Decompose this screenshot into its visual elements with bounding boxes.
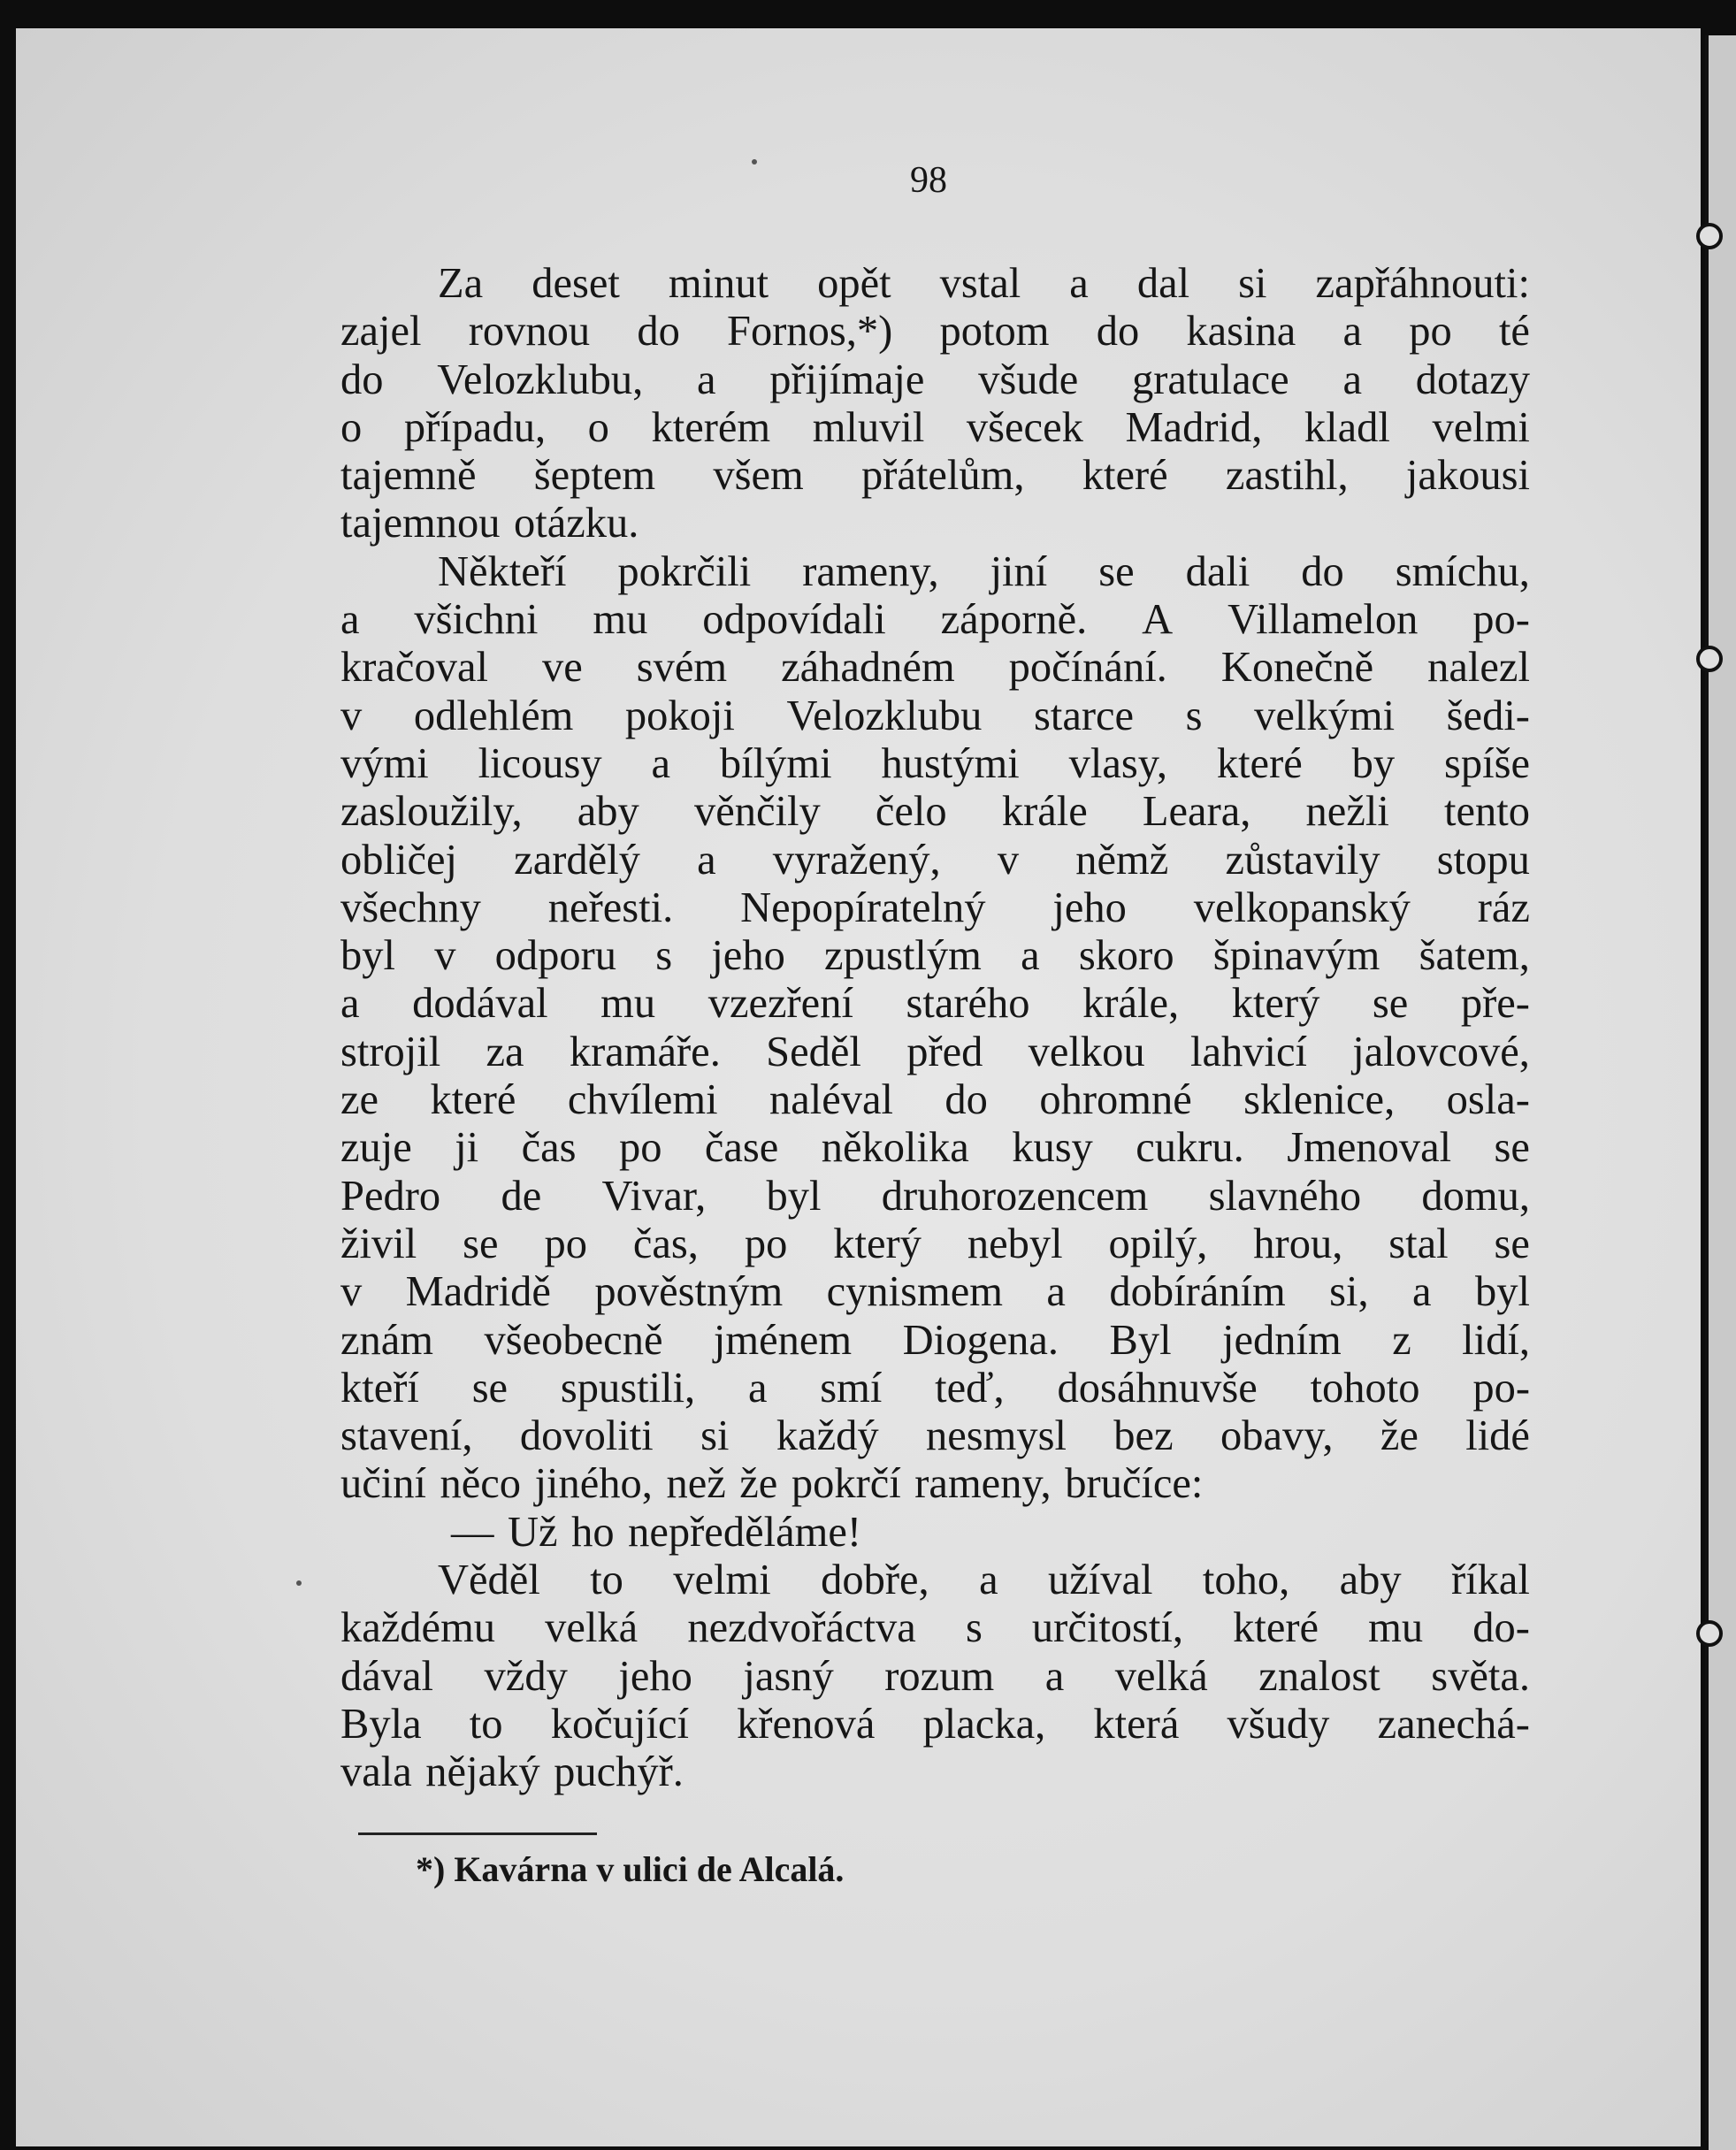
binding-edge-line bbox=[1705, 35, 1709, 2140]
word: jedním bbox=[1222, 1316, 1342, 1364]
word: po bbox=[618, 1124, 662, 1172]
word: jiného, bbox=[534, 1460, 653, 1508]
word: Byl bbox=[1109, 1316, 1172, 1364]
word: zajel bbox=[340, 308, 422, 356]
word: jalovcové, bbox=[1352, 1028, 1530, 1075]
word: Nepopíratelný bbox=[740, 884, 986, 931]
word: a bbox=[651, 739, 671, 787]
text-line bbox=[340, 1173, 1530, 1220]
binding-mark bbox=[1696, 646, 1723, 672]
word: Vivar, bbox=[601, 1172, 707, 1220]
word: a bbox=[697, 836, 716, 884]
word: pověstným bbox=[594, 1268, 784, 1316]
word: Už bbox=[508, 1508, 558, 1556]
word: dodával bbox=[412, 980, 548, 1028]
word: neřesti. bbox=[547, 884, 674, 931]
word: Velozklubu bbox=[786, 692, 983, 739]
word: a bbox=[697, 356, 716, 403]
word: Věděl bbox=[438, 1557, 540, 1604]
word: a bbox=[340, 596, 360, 644]
word: všudy bbox=[1227, 1700, 1330, 1748]
text-line bbox=[340, 548, 1530, 596]
word: bílými bbox=[719, 739, 832, 787]
word: osla- bbox=[1446, 1076, 1530, 1124]
word: slavného bbox=[1208, 1172, 1362, 1220]
word: bez bbox=[1113, 1412, 1174, 1460]
word: rameny, bbox=[802, 547, 939, 595]
word: Leara, bbox=[1142, 788, 1251, 836]
word: rovnou bbox=[468, 308, 591, 356]
word: sklenice, bbox=[1243, 1076, 1396, 1124]
text-line bbox=[340, 980, 1530, 1028]
word: mu bbox=[600, 980, 656, 1028]
word: dosáhnuvše bbox=[1057, 1364, 1258, 1412]
word: tajemně bbox=[340, 452, 477, 500]
word: zasloužily, bbox=[340, 788, 523, 836]
word: se bbox=[463, 1220, 499, 1267]
word: které bbox=[1233, 1604, 1319, 1652]
word: rameny, bbox=[914, 1460, 1052, 1508]
word: zuje bbox=[340, 1124, 412, 1172]
word: jasný bbox=[743, 1652, 834, 1700]
word: velká bbox=[1114, 1652, 1208, 1700]
word: něco bbox=[440, 1460, 522, 1508]
word: všechny bbox=[340, 884, 481, 931]
word: a bbox=[1044, 1652, 1065, 1700]
word: vala bbox=[340, 1748, 412, 1796]
word: velmi bbox=[1432, 403, 1530, 451]
word: — bbox=[451, 1508, 494, 1556]
word: šedi- bbox=[1446, 692, 1530, 739]
word: užíval bbox=[1047, 1557, 1153, 1604]
word: a bbox=[1021, 932, 1040, 980]
word: jeho bbox=[618, 1652, 692, 1700]
word: po- bbox=[1472, 1364, 1530, 1412]
word: smíchu, bbox=[1395, 547, 1530, 595]
word: a bbox=[1342, 356, 1362, 403]
word: Byla bbox=[340, 1700, 422, 1748]
word: jakousi bbox=[1405, 452, 1530, 500]
word: deset bbox=[532, 260, 620, 307]
word: všude bbox=[978, 356, 1079, 403]
word: obavy, bbox=[1220, 1412, 1334, 1460]
word: bručíce: bbox=[1065, 1460, 1204, 1508]
text-line bbox=[340, 1268, 1530, 1316]
word: do- bbox=[1472, 1604, 1530, 1652]
word: do bbox=[1301, 547, 1344, 595]
word: světa. bbox=[1431, 1652, 1530, 1700]
word: domu, bbox=[1421, 1172, 1530, 1220]
word: cynismem bbox=[826, 1268, 1003, 1316]
word: velmi bbox=[673, 1557, 771, 1604]
word: starce bbox=[1033, 692, 1135, 739]
word: kramáře. bbox=[569, 1028, 721, 1075]
word: Pedro bbox=[340, 1172, 441, 1220]
word: ji bbox=[455, 1124, 479, 1172]
text-line bbox=[340, 837, 1530, 884]
word: než bbox=[666, 1460, 726, 1508]
word: Diogena. bbox=[902, 1316, 1059, 1364]
word: odlehlém bbox=[413, 692, 574, 739]
text-line bbox=[340, 884, 1530, 932]
page-edge-strip bbox=[1709, 35, 1736, 2150]
text-line bbox=[340, 1412, 1530, 1460]
text-line bbox=[340, 356, 1530, 404]
word: otázku. bbox=[514, 500, 639, 547]
word: dobíráním bbox=[1109, 1268, 1286, 1316]
word: živil bbox=[340, 1220, 417, 1267]
word: počínání. bbox=[1008, 644, 1167, 692]
word: si bbox=[700, 1412, 730, 1460]
word: které bbox=[1082, 452, 1168, 500]
word: naléval bbox=[769, 1076, 893, 1124]
word: z bbox=[1392, 1316, 1411, 1364]
word: po bbox=[1409, 308, 1452, 356]
word: že bbox=[739, 1460, 778, 1508]
word: si bbox=[1238, 260, 1267, 307]
text-line bbox=[340, 692, 1530, 740]
word: Fornos,*) bbox=[727, 308, 893, 356]
text-line bbox=[340, 740, 1530, 788]
word: potom bbox=[939, 308, 1050, 356]
page-number: 98 bbox=[910, 160, 947, 201]
word: jiní bbox=[990, 547, 1048, 595]
word: zapřáhnouti: bbox=[1315, 260, 1530, 307]
word: té bbox=[1498, 308, 1530, 356]
word: tohoto bbox=[1310, 1364, 1420, 1412]
word: krále, bbox=[1082, 980, 1180, 1028]
text-line bbox=[340, 1557, 1530, 1604]
word: do bbox=[637, 308, 680, 356]
text-line bbox=[340, 932, 1530, 980]
word: opět bbox=[817, 260, 891, 307]
word: skoro bbox=[1078, 932, 1174, 980]
word: přijímaje bbox=[769, 356, 925, 403]
footnote: *) Kavárna v ulici de Alcalá. bbox=[416, 1849, 845, 1889]
word: Někteří bbox=[438, 547, 567, 595]
word: hrou, bbox=[1253, 1220, 1343, 1267]
word: zpustlým bbox=[824, 932, 982, 980]
word: nepředěláme! bbox=[628, 1508, 861, 1556]
word: kladl bbox=[1304, 403, 1390, 451]
word: chvílemi bbox=[567, 1076, 718, 1124]
word: do bbox=[340, 356, 384, 403]
word: druhorozencem bbox=[881, 1172, 1149, 1220]
word: učiní bbox=[340, 1460, 426, 1508]
word: krále bbox=[1001, 788, 1088, 836]
word: dobře, bbox=[821, 1557, 929, 1604]
word: hustými bbox=[881, 739, 1020, 787]
word: zůstavily bbox=[1225, 836, 1380, 884]
word: který bbox=[1231, 980, 1320, 1028]
text-line bbox=[340, 308, 1530, 356]
word: obličej bbox=[340, 836, 457, 884]
word: stal bbox=[1388, 1220, 1449, 1267]
word: vyražený, bbox=[772, 836, 941, 884]
text-line bbox=[340, 404, 1530, 452]
word: vlasy, bbox=[1068, 739, 1167, 787]
word: špinavým bbox=[1212, 932, 1380, 980]
word: smí bbox=[820, 1364, 883, 1412]
word: pokrčí bbox=[791, 1460, 901, 1508]
word: Villamelon bbox=[1227, 596, 1419, 644]
word: velkopanský bbox=[1193, 884, 1411, 931]
word: s bbox=[655, 932, 673, 980]
word: licousy bbox=[478, 739, 602, 787]
word: a bbox=[1342, 308, 1363, 356]
word: Madridě bbox=[405, 1268, 551, 1316]
word: spíše bbox=[1443, 739, 1530, 787]
word: toho, bbox=[1202, 1557, 1290, 1604]
word: byl bbox=[1474, 1268, 1530, 1316]
word: několika bbox=[821, 1124, 969, 1172]
word: křenová bbox=[737, 1700, 876, 1748]
text-line bbox=[340, 1029, 1530, 1076]
word: tajemnou bbox=[340, 500, 501, 547]
word: Seděl bbox=[766, 1028, 861, 1075]
word: záporně. bbox=[940, 596, 1088, 644]
word: se bbox=[1098, 547, 1135, 595]
word: de bbox=[501, 1172, 542, 1220]
word: mluvil bbox=[812, 403, 925, 451]
text-line bbox=[340, 1076, 1530, 1124]
word: do bbox=[1096, 308, 1140, 356]
word: po bbox=[744, 1220, 788, 1267]
word: a bbox=[747, 1364, 768, 1412]
word: která bbox=[1093, 1700, 1180, 1748]
word: odpovídali bbox=[702, 596, 886, 644]
word: vzezření bbox=[707, 980, 853, 1028]
word: odporu bbox=[494, 932, 617, 980]
word: si, bbox=[1329, 1268, 1369, 1316]
word: ráz bbox=[1477, 884, 1530, 931]
word: starého bbox=[906, 980, 1030, 1028]
word: a bbox=[979, 1557, 998, 1604]
word: že bbox=[1380, 1412, 1419, 1460]
word: teď, bbox=[935, 1364, 1005, 1412]
word: lidé bbox=[1465, 1412, 1530, 1460]
word: placka, bbox=[922, 1700, 1046, 1748]
word: spustili, bbox=[560, 1364, 696, 1412]
body-text bbox=[340, 260, 1530, 1797]
word: kračoval bbox=[340, 644, 488, 692]
text-line bbox=[340, 788, 1530, 836]
word: kočující bbox=[550, 1700, 689, 1748]
word: které bbox=[1216, 739, 1303, 787]
footnote-rule bbox=[358, 1832, 597, 1835]
word: v bbox=[997, 836, 1020, 884]
word: Velozklubu, bbox=[437, 356, 644, 403]
word: opilý, bbox=[1108, 1220, 1208, 1267]
word: dotazy bbox=[1415, 356, 1530, 403]
word: znalost bbox=[1258, 1652, 1380, 1700]
text-line bbox=[340, 1653, 1530, 1701]
word: a bbox=[1412, 1268, 1432, 1316]
word: přátelům, bbox=[861, 452, 1025, 500]
word: vstal bbox=[939, 260, 1021, 307]
word: čase bbox=[704, 1124, 779, 1172]
text-line bbox=[340, 644, 1530, 692]
word: které bbox=[430, 1076, 516, 1124]
word: ze bbox=[340, 1076, 379, 1124]
word: tento bbox=[1443, 788, 1530, 836]
word: mu bbox=[593, 596, 648, 644]
word: o bbox=[340, 403, 363, 451]
text-line bbox=[340, 1460, 1530, 1508]
text-line bbox=[340, 500, 1530, 547]
word: A bbox=[1142, 596, 1174, 644]
word: kteří bbox=[340, 1364, 419, 1412]
text-line bbox=[340, 1124, 1530, 1172]
word: kterém bbox=[651, 403, 771, 451]
word: lahvicí bbox=[1189, 1028, 1307, 1075]
word: gratulace bbox=[1131, 356, 1289, 403]
word: dal bbox=[1136, 260, 1190, 307]
text-line bbox=[340, 1317, 1530, 1365]
word: nezdvořáctva bbox=[687, 1604, 916, 1652]
word: se bbox=[471, 1364, 509, 1412]
word: vždy bbox=[484, 1652, 568, 1700]
word: nesmysl bbox=[925, 1412, 1067, 1460]
word: němž bbox=[1075, 836, 1169, 884]
word: byl bbox=[340, 932, 395, 980]
word: pře- bbox=[1460, 980, 1530, 1028]
word: pokrčili bbox=[617, 547, 752, 595]
word: Madrid, bbox=[1125, 403, 1263, 451]
word: aby bbox=[577, 788, 639, 836]
word: každý bbox=[776, 1412, 879, 1460]
word: a bbox=[1069, 260, 1089, 307]
word: minut bbox=[668, 260, 769, 307]
word: velkými bbox=[1254, 692, 1396, 739]
word: jeho bbox=[1052, 884, 1127, 931]
text-line bbox=[340, 1509, 1530, 1557]
word: určitostí, bbox=[1031, 1604, 1183, 1652]
word: věnčily bbox=[693, 788, 821, 836]
word: nalezl bbox=[1427, 644, 1530, 692]
binding-mark bbox=[1696, 223, 1723, 249]
word: zastihl, bbox=[1225, 452, 1349, 500]
word: kusy bbox=[1012, 1124, 1093, 1172]
word: velká bbox=[545, 1604, 639, 1652]
word: kasina bbox=[1186, 308, 1296, 356]
word: po bbox=[544, 1220, 587, 1267]
word: v bbox=[340, 692, 363, 739]
word: se bbox=[1494, 1124, 1530, 1172]
word: pokoji bbox=[624, 692, 735, 739]
word: dával bbox=[340, 1652, 434, 1700]
word: po- bbox=[1472, 596, 1530, 644]
word: se bbox=[1494, 1220, 1530, 1267]
word: by bbox=[1351, 739, 1396, 787]
word: říkal bbox=[1451, 1557, 1530, 1604]
word: všecek bbox=[966, 403, 1083, 451]
word: a bbox=[1046, 1268, 1066, 1316]
word: to bbox=[590, 1557, 623, 1604]
word: čas, bbox=[632, 1220, 699, 1267]
binding-mark bbox=[1696, 1620, 1723, 1647]
word: do bbox=[944, 1076, 988, 1124]
word: ohromné bbox=[1039, 1076, 1192, 1124]
ink-speck bbox=[752, 159, 757, 165]
word: za bbox=[486, 1028, 524, 1075]
text-line bbox=[340, 260, 1530, 308]
word: jménem bbox=[713, 1316, 853, 1364]
word: Za bbox=[438, 260, 484, 307]
word: o bbox=[587, 403, 609, 451]
word: šeptem bbox=[533, 452, 656, 500]
word: čelo bbox=[875, 788, 947, 836]
word: případu, bbox=[403, 403, 547, 451]
word: s bbox=[965, 1604, 983, 1652]
word: v bbox=[434, 932, 456, 980]
word: rozum bbox=[884, 1652, 995, 1700]
word: každému bbox=[340, 1604, 496, 1652]
word: dali bbox=[1185, 547, 1250, 595]
word: jeho bbox=[711, 932, 785, 980]
text-line bbox=[340, 596, 1530, 644]
text-line bbox=[340, 1748, 1530, 1796]
word: byl bbox=[766, 1172, 822, 1220]
word: to bbox=[469, 1700, 503, 1748]
word: všem bbox=[713, 452, 804, 500]
word: s bbox=[1185, 692, 1203, 739]
word: znám bbox=[340, 1316, 434, 1364]
word: stopu bbox=[1436, 836, 1530, 884]
word: v bbox=[340, 1268, 363, 1316]
word: nějaký bbox=[425, 1748, 540, 1796]
word: velkou bbox=[1028, 1028, 1145, 1075]
word: stavení, bbox=[340, 1412, 473, 1460]
word: před bbox=[906, 1028, 983, 1075]
ink-speck bbox=[296, 1580, 302, 1586]
word: nebyl bbox=[967, 1220, 1063, 1267]
word: Jmenoval bbox=[1287, 1124, 1452, 1172]
word: lidí, bbox=[1462, 1316, 1530, 1364]
word: svém bbox=[636, 644, 728, 692]
word: strojil bbox=[340, 1028, 441, 1075]
text-line bbox=[340, 452, 1530, 500]
word: ve bbox=[541, 644, 583, 692]
word: nežli bbox=[1305, 788, 1389, 836]
word: dovoliti bbox=[519, 1412, 654, 1460]
text-line bbox=[340, 1220, 1530, 1268]
word: a bbox=[340, 980, 360, 1028]
word: vými bbox=[340, 739, 429, 787]
word: aby bbox=[1339, 1557, 1402, 1604]
word: puchýř. bbox=[554, 1748, 684, 1796]
word: čas bbox=[521, 1124, 577, 1172]
word: šatem, bbox=[1419, 932, 1530, 980]
word: záhadném bbox=[781, 644, 955, 692]
word: mu bbox=[1368, 1604, 1424, 1652]
word: zanechá- bbox=[1377, 1700, 1530, 1748]
text-line bbox=[340, 1365, 1530, 1412]
word: ho bbox=[571, 1508, 615, 1556]
word: který bbox=[833, 1220, 922, 1267]
word: se bbox=[1372, 980, 1409, 1028]
word: všichni bbox=[414, 596, 539, 644]
text-line bbox=[340, 1604, 1530, 1652]
word: všeobecně bbox=[484, 1316, 663, 1364]
word: Konečně bbox=[1220, 644, 1374, 692]
word: cukru. bbox=[1136, 1124, 1244, 1172]
word: zardělý bbox=[514, 836, 640, 884]
text-line bbox=[340, 1701, 1530, 1748]
